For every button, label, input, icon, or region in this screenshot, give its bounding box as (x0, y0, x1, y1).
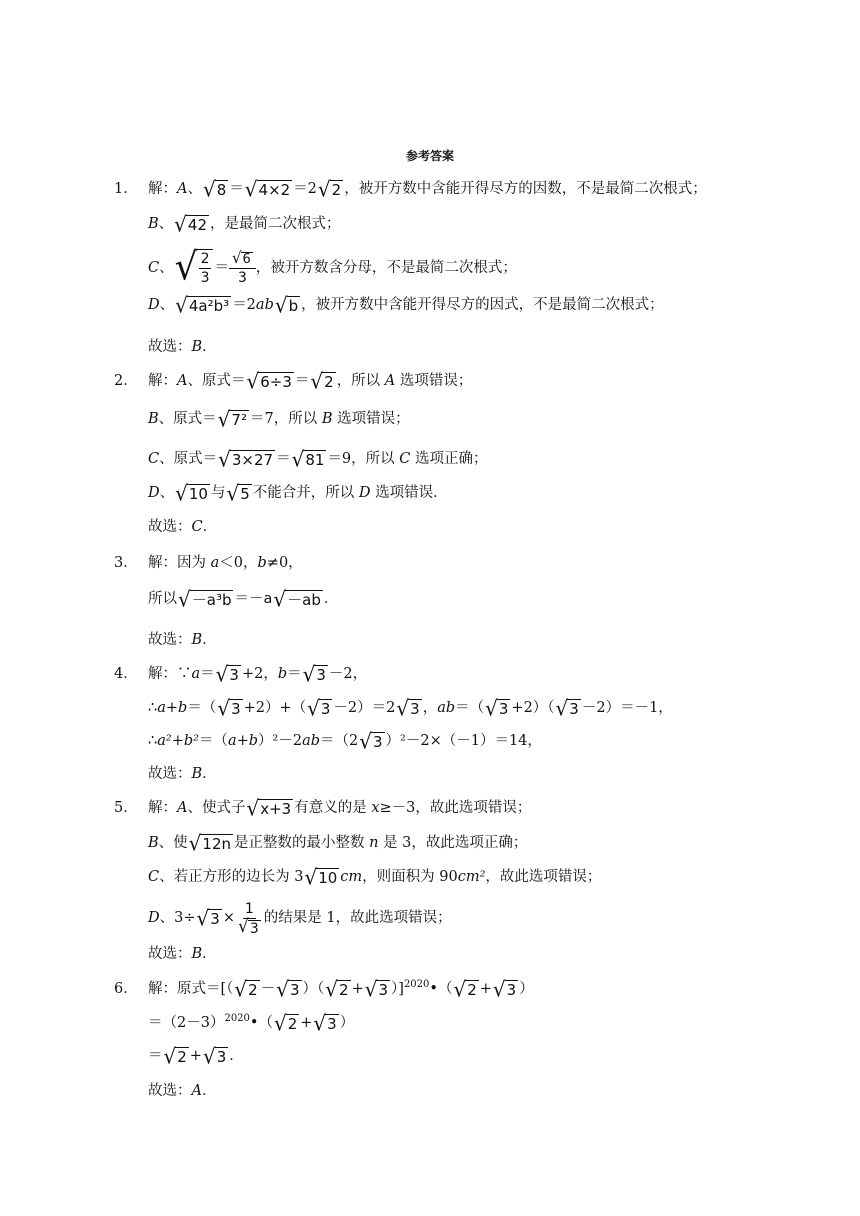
q4-line-1: 解：∵a＝ √ 3 +2，b＝ √ 3 －2， (148, 661, 368, 687)
q5-option-c: C、若正方形的边长为 3 √ 10 cm，则面积为 90cm²，故此选项错误； (148, 864, 602, 890)
q6-line-3: ＝ √ 2 + √ 3 ． (148, 1043, 244, 1069)
question-number: 6． (114, 981, 138, 997)
q1-answer: 故选：B． (148, 339, 217, 355)
question-number: 4． (114, 666, 138, 682)
q3-line-2: 所以 √ －a³b ＝－a √ －ab ． (148, 586, 339, 612)
q5-answer: 故选：B． (148, 946, 217, 962)
question-number: 3． (114, 555, 138, 571)
q4-answer: 故选：B． (148, 766, 217, 782)
q6-line-2: $=(2-3)^{2020}•$（ √ 2 + √ 3 ） (148, 1010, 355, 1036)
q6-answer: 故选：A． (148, 1083, 217, 1099)
q5-option-d: D、3÷ √ 3 × 1 √ 3 的结果是 1，故此选项错误； (148, 900, 452, 937)
q1-option-c: C、 √ $\frac{2}{3}$ ＝ √ 6 3 ，被开方数含分母，不是最简二次根式； (148, 245, 517, 289)
q5-option-b: B、使 √ 12n 是正整数的最小整数 n 是 3，故此选项正确； (148, 830, 528, 856)
q4-line-3: ∴a²+b²＝（a+b）²－2ab＝（2 √ 3 ）²－2×（－1）＝14， (148, 728, 542, 754)
question-number: 1． (114, 181, 138, 197)
q5-option-a: 解：A、使式子 √ x+3 有意义的是 x≥－3，故此选项错误； (148, 795, 532, 821)
question-number: 2． (114, 373, 138, 389)
q2-option-c: C、原式＝ √ 3×27 ＝ √ 81 ＝9，所以 C 选项正确； (148, 446, 488, 472)
page-title: 参考答案 (405, 149, 454, 163)
q1-option-a: 解：A、 √ 8 ＝ √ 4×2 ＝2 √ 2 ，被开方数中含能开得尽方的因数，不是最简二次根式； (148, 176, 707, 202)
q1-option-b: B、 √ 42 ，是最简二次根式； (148, 211, 341, 237)
q2-option-d: D、 √ 10 与 √ 5 不能合并，所以 D 选项错误． (148, 480, 448, 506)
q4-line-2: ∴a+b＝（ √ 3 +2）+（ √ 3 －2）＝2 √ 3 ，ab＝（ √ 3 +2）（ √ 3 －2）＝－1， (148, 695, 673, 721)
q2-option-a: 解：A、原式＝ √ 6÷3 ＝ √ 2 ，所以 A 选项错误； (148, 368, 473, 394)
q3-answer: 故选：B． (148, 632, 217, 648)
q3-line-1: 解：因为 a＜0，b≠0， (148, 555, 303, 571)
q2-option-b: B、原式＝ √ 7² ＝7，所以 B 选项错误； (148, 406, 410, 432)
question-number: 5． (114, 800, 138, 816)
q1-option-d: D、 √ 4a²b³ ＝2ab √ b ，被开方数中含能开得尽方的因式，不是最简二次根式； (148, 292, 664, 318)
q2-answer: 故选：C． (148, 519, 218, 535)
q6-line-1: 解：原式＝[（ √ 2 － √ 3 ）（ √ 2 + √ 3 ）]$^{2020}$•（ √ 2 + √ 3 ） (148, 976, 534, 1002)
